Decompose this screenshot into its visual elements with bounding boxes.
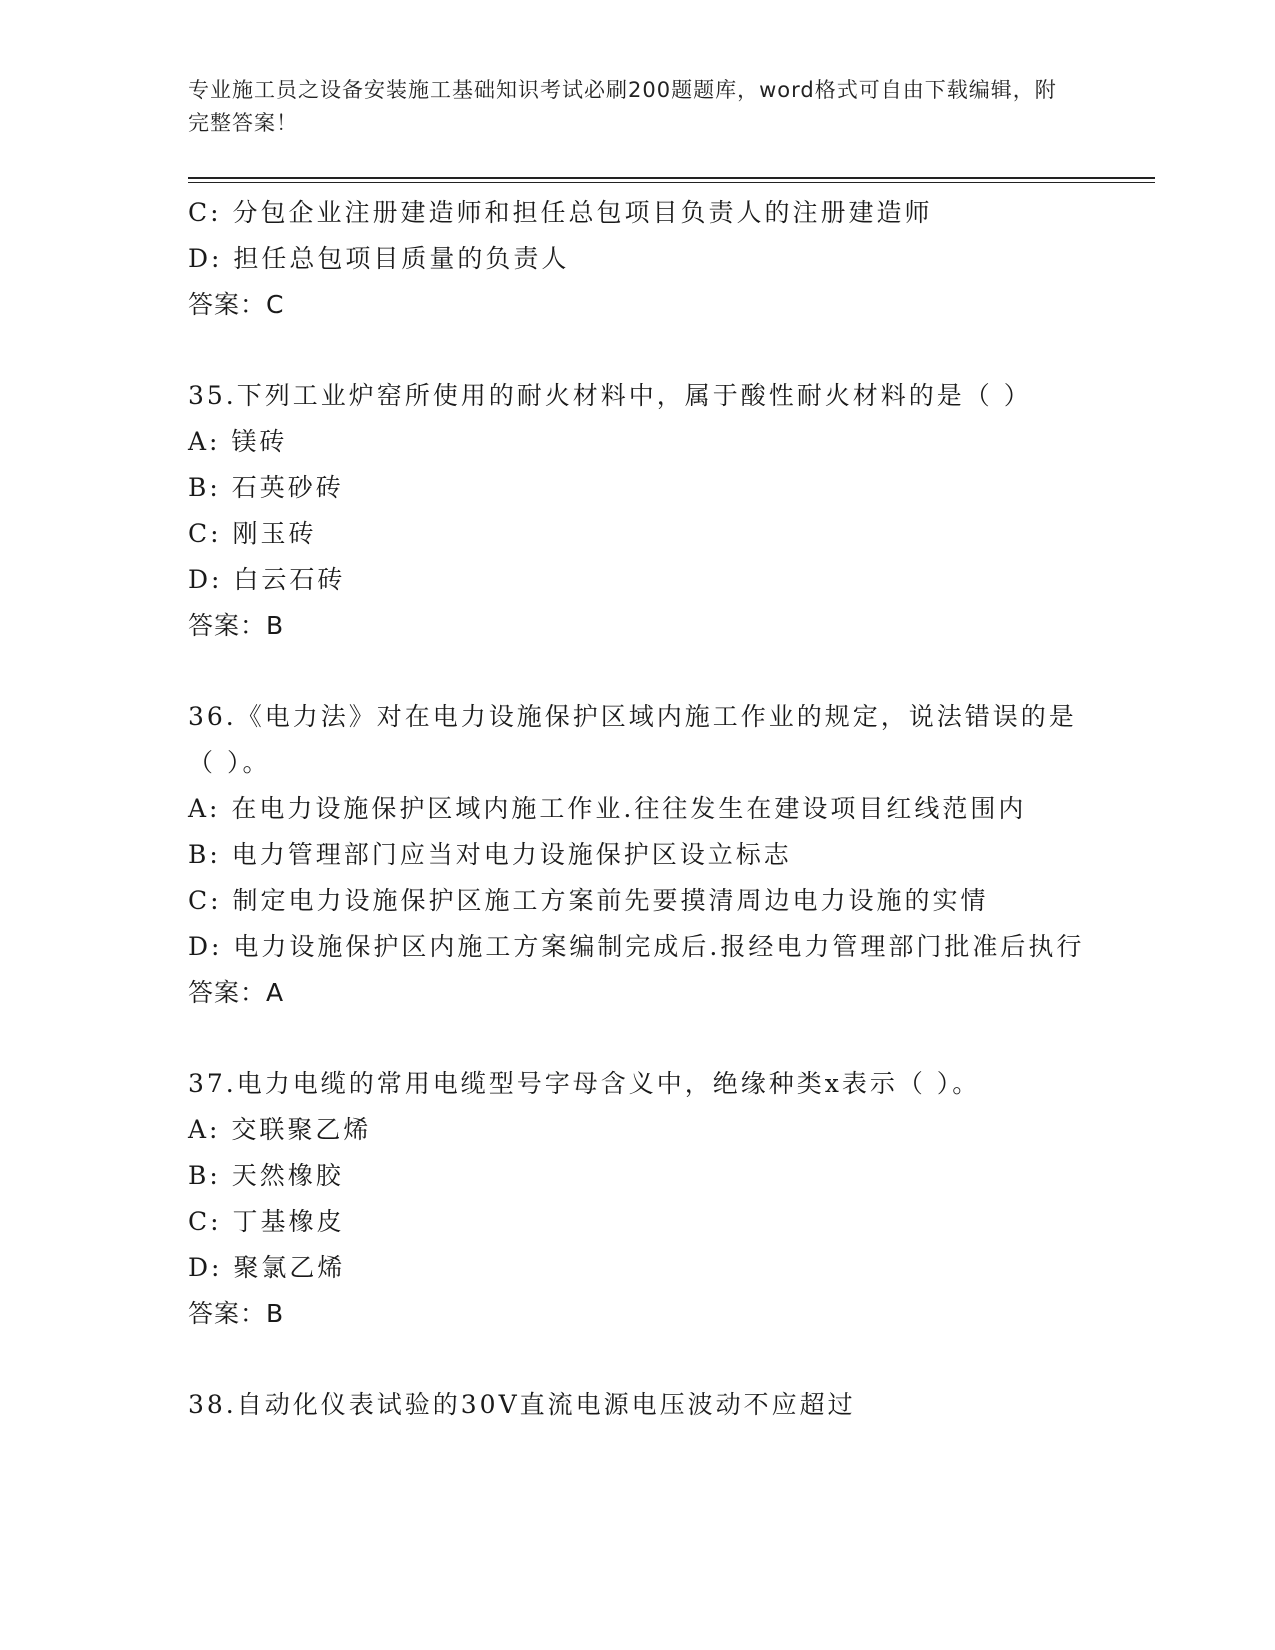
- question-36-stem: 36.《电力法》对在电力设施保护区域内施工作业的规定，说法错误的是（ ）。: [188, 702, 1077, 777]
- question-36-option-d: D: 电力设施保护区内施工方案编制完成后.报经电力管理部门批准后执行: [188, 932, 1085, 961]
- spacer: [188, 1016, 1088, 1061]
- question-35-option-a: A: 镁砖: [188, 427, 288, 456]
- question-36-answer: 答案：A: [188, 978, 285, 1007]
- question-37-option-c: C: 丁基橡皮: [188, 1207, 345, 1236]
- question-35-stem: 35.下列工业炉窑所使用的耐火材料中，属于酸性耐火材料的是（ ）: [188, 381, 1032, 410]
- header-rule-thick: [188, 177, 1155, 179]
- question-35-option-c: C: 刚玉砖: [188, 519, 317, 548]
- question-37-stem: 37.电力电缆的常用电缆型号字母含义中，绝缘种类x表示（ ）。: [188, 1069, 981, 1098]
- question-36-option-b: B: 电力管理部门应当对电力设施保护区设立标志: [188, 840, 792, 869]
- question-38-stem: 38.自动化仪表试验的30V直流电源电压波动不应超过: [188, 1390, 856, 1419]
- page-header: 专业施工员之设备安装施工基础知识考试必刷200题题库，word格式可自由下载编辑，附完整答案！: [188, 78, 1057, 135]
- question-37-option-d: D: 聚氯乙烯: [188, 1253, 346, 1282]
- question-37-answer: 答案：B: [188, 1299, 285, 1328]
- header-rule-thin: [188, 182, 1155, 183]
- spacer: [188, 1337, 1088, 1382]
- question-34-option-d: D: 担任总包项目质量的负责人: [188, 244, 570, 273]
- question-35-option-b: B: 石英砂砖: [188, 473, 344, 502]
- question-content: [188, 190, 1088, 1428]
- question-36-option-a: A: 在电力设施保护区域内施工作业.往往发生在建设项目红线范围内: [188, 794, 1027, 823]
- question-34-option-c: C: 分包企业注册建造师和担任总包项目负责人的注册建造师: [188, 198, 933, 227]
- question-35-answer: 答案：B: [188, 611, 285, 640]
- question-37-option-a: A: 交联聚乙烯: [188, 1115, 372, 1144]
- spacer: [188, 649, 1088, 694]
- question-34-answer: 答案：C: [188, 290, 285, 319]
- spacer: [188, 328, 1088, 373]
- question-37-option-b: B: 天然橡胶: [188, 1161, 344, 1190]
- question-36-option-c: C: 制定电力设施保护区施工方案前先要摸清周边电力设施的实情: [188, 886, 989, 915]
- question-35-option-d: D: 白云石砖: [188, 565, 346, 594]
